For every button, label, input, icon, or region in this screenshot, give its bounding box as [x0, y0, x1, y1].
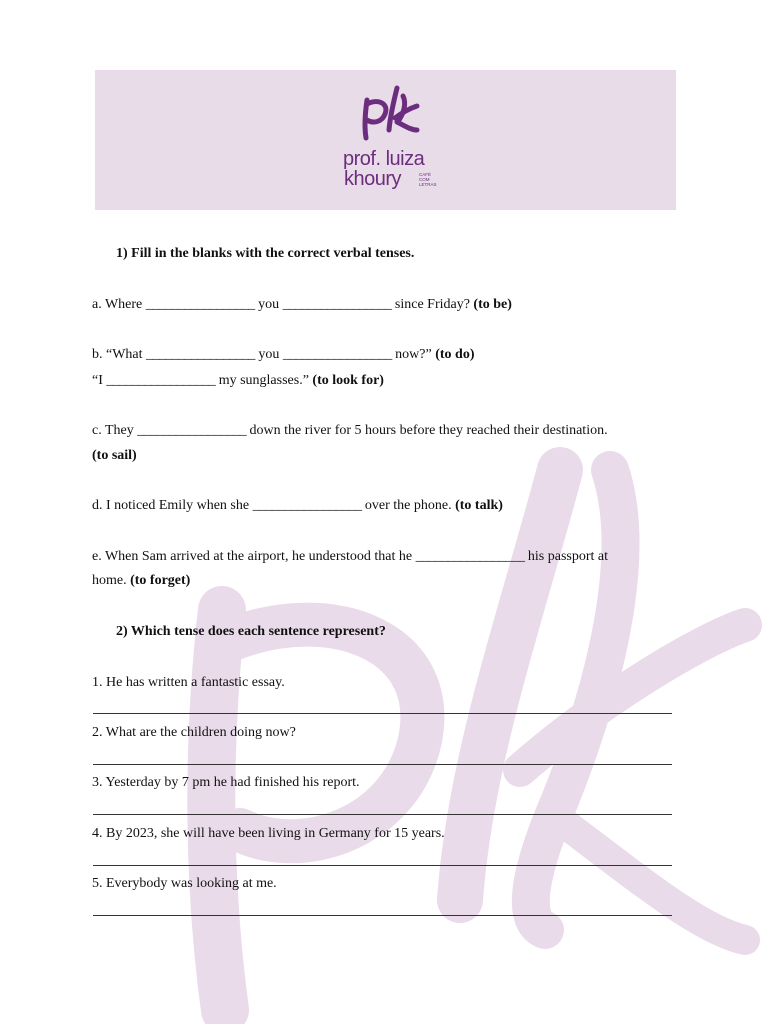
- verb-hint: (to look for): [312, 373, 384, 388]
- exercise-e-continued: [92, 573, 674, 589]
- section2-title: 2) Which tense does each sentence represent?: [116, 624, 386, 639]
- plk-monogram-logo: [345, 82, 435, 142]
- exercise-c: [92, 423, 674, 439]
- exercise-text: e. When Sam arrived at the airport, he understood that he: [92, 549, 416, 564]
- exercise-text: home.: [92, 573, 131, 588]
- verb-hint: (to forget): [130, 573, 191, 588]
- answer-blank: _________________: [145, 297, 255, 312]
- answer-line: [93, 915, 672, 916]
- exercise-text: my sunglasses.”: [215, 373, 313, 388]
- exercise-text: you: [254, 347, 283, 362]
- exercise-c-hint-line: [92, 448, 674, 464]
- answer-blank: _________________: [415, 549, 525, 564]
- exercise-a: [92, 297, 674, 313]
- exercise-text: c. They: [92, 423, 138, 438]
- brand-name-line2: khoury: [344, 168, 402, 190]
- answer-line: [93, 865, 672, 866]
- tagline-word: LETRAS: [419, 182, 437, 187]
- exercise-text: his passport at: [524, 549, 609, 564]
- tense-sentence-3: 3. Yesterday by 7 pm he had finished his report.: [92, 775, 360, 790]
- tense-sentence-4: 4. By 2023, she will have been living in Germany for 15 years.: [92, 826, 445, 841]
- exercise-text: now?”: [391, 347, 436, 362]
- exercise-text: d. I noticed Emily when she: [92, 498, 253, 513]
- exercise-text: since Friday?: [391, 297, 474, 312]
- exercise-b-answer: [92, 373, 674, 389]
- exercise-e: [92, 549, 674, 565]
- exercise-text: down the river for 5 hours before they reached their destination.: [246, 423, 608, 438]
- verb-hint: (to be): [473, 297, 512, 312]
- exercise-text: “I: [92, 373, 107, 388]
- answer-line: [93, 713, 672, 714]
- answer-line: [93, 814, 672, 815]
- answer-blank: _________________: [282, 347, 392, 362]
- answer-line: [93, 764, 672, 765]
- header-banner: [95, 70, 676, 210]
- exercise-text: you: [254, 297, 283, 312]
- answer-blank: _________________: [137, 423, 247, 438]
- tense-sentence-1: 1. He has written a fantastic essay.: [92, 675, 285, 690]
- exercise-b-question: [92, 347, 674, 363]
- answer-blank: _________________: [146, 347, 255, 362]
- tagline-word: CAFÉ: [419, 172, 432, 177]
- answer-blank: _________________: [282, 297, 392, 312]
- answer-blank: _________________: [252, 498, 362, 513]
- exercise-text: b. “What: [92, 347, 147, 362]
- exercise-d: [92, 498, 674, 514]
- tense-sentence-2: 2. What are the children doing now?: [92, 725, 296, 740]
- tagline-word: COM: [419, 177, 430, 182]
- brand-tagline: [419, 172, 445, 187]
- verb-hint: (to do): [435, 347, 475, 362]
- verb-hint: (to talk): [455, 498, 503, 513]
- exercise-text: a. Where: [92, 297, 146, 312]
- answer-blank: _________________: [106, 373, 216, 388]
- tense-sentence-5: 5. Everybody was looking at me.: [92, 876, 277, 891]
- brand-name-line1: prof. luiza: [343, 148, 425, 170]
- exercise-text: over the phone.: [361, 498, 456, 513]
- section1-title: 1) Fill in the blanks with the correct verbal tenses.: [116, 246, 415, 261]
- verb-hint: (to sail): [92, 448, 137, 463]
